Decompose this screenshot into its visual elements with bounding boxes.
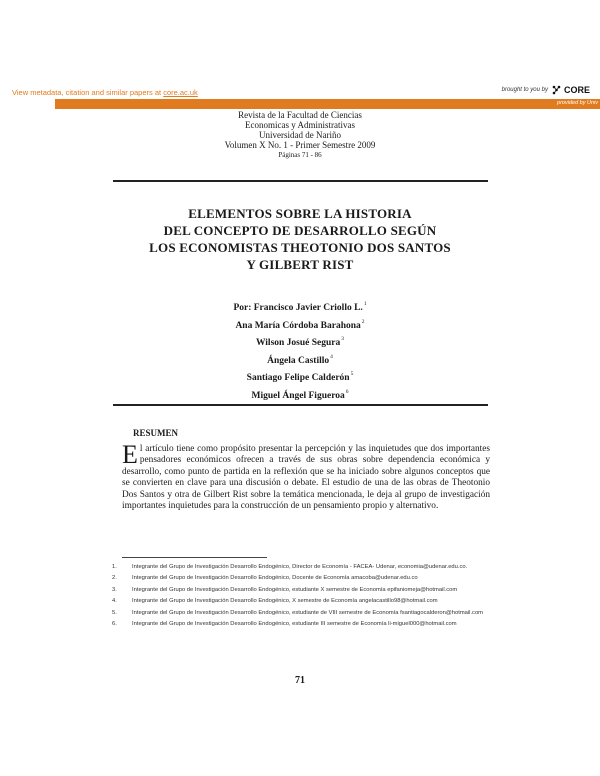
footnote <box>112 609 492 617</box>
title-line: Y GILBERT RIST <box>246 257 354 272</box>
author-list <box>100 298 500 404</box>
core-link-prefix: View metadata, citation and similar papers at <box>12 88 162 97</box>
author-name: Ángela Castillo <box>267 355 330 366</box>
footnote-number: 4. <box>112 598 117 605</box>
abstract-heading: RESUMEN <box>133 428 179 438</box>
author <box>100 298 500 316</box>
journal-line: Economicas y Administrativas <box>245 120 355 130</box>
footnote-text: Integrante del Grupo de Investigación Desarrollo Endogénico, X semestre de Economía angelacastillo98@hotmail.com <box>132 598 438 605</box>
author <box>100 316 500 334</box>
title-line: LOS ECONOMISTAS THEOTONIO DOS SANTOS <box>149 240 451 255</box>
footnote-text: Integrante del Grupo de Investigación Desarrollo Endogénico, Docente de Economía amacoba@udenar.edu.co <box>132 575 418 582</box>
journal-pages: Páginas 71 - 86 <box>278 151 322 159</box>
author-name: Por: Francisco Javier Criollo L. <box>233 303 363 313</box>
journal-header <box>0 110 600 160</box>
article-title <box>100 205 500 273</box>
author-name: Wilson Josué Segura <box>255 338 341 349</box>
brought-by-text: brought to you by <box>501 86 548 93</box>
footnote <box>112 574 492 582</box>
footnote-number: 6. <box>112 621 117 628</box>
footnote-text: Integrante del Grupo de Investigación Desarrollo Endogénico, estudiante III semestre de Economía li-miguel000@hotmail.com <box>132 621 457 628</box>
footnote <box>112 620 492 628</box>
author <box>100 333 500 351</box>
author-ref: 2 <box>361 318 365 325</box>
journal-line: Volumen X No. 1 - Primer Semestre 2009 <box>224 140 376 150</box>
footnote-text: Integrante del Grupo de Investigación Desarrollo Endogénico, estudiante de VIII semestre de Economía fsantiagocalderon@hotmail.com <box>132 609 484 616</box>
author <box>100 351 500 369</box>
footnote-number: 5. <box>112 609 117 616</box>
authors-bottom-rule <box>113 404 488 406</box>
abstract-body <box>122 440 490 512</box>
core-logo-icon <box>551 84 562 95</box>
title-line: DEL CONCEPTO DE DESARROLLO SEGÚN <box>163 223 437 238</box>
footnote-text: Integrante del Grupo de Investigación Desarrollo Endogénico, Director de Economía - FACEA- Udenar, economia@udenar.edu.co. <box>132 564 468 570</box>
author-ref: 5 <box>350 371 354 378</box>
footnotes <box>112 563 492 631</box>
footnote-number: 1. <box>112 564 117 570</box>
author-name: Miguel Ángel Figueroa <box>251 390 345 401</box>
core-link-site[interactable]: core.ac.uk <box>163 88 198 97</box>
author-name: Santiago Felipe Calderón <box>246 373 350 384</box>
footnote-rule <box>122 557 267 558</box>
drop-cap: E <box>122 440 138 469</box>
footnote-number: 2. <box>112 575 117 582</box>
journal-line: Revista de la Facultad de Ciencias <box>238 110 362 120</box>
footnote <box>112 597 492 605</box>
core-label: CORE <box>563 84 590 95</box>
author <box>100 386 500 404</box>
core-logo[interactable] <box>551 84 590 95</box>
title-line: ELEMENTOS SOBRE LA HISTORIA <box>188 206 412 221</box>
footnote <box>112 586 492 594</box>
provided-by[interactable]: provided by Univ <box>557 100 598 106</box>
core-orange-bar <box>55 99 600 109</box>
footnote <box>112 563 492 571</box>
title-top-rule <box>113 180 488 182</box>
abstract-text: l artículo tiene como propósito presentar la percepción y las inquietudes que dos importantes pensadores económicos ofrecen a través de sus obras sobre dependencia económica y desarrollo, como punto de partida en la reflexión que se ha iniciado sobre algunos conceptos que se convierten en clave para una discusión o debate. El estudio de una de las obras de Theotonio Dos Santos y otra de Gilbert Rist sobre la temática mencionada, le deja al grupo de investigación importantes inquietudes para la construcción de un pensamiento propio y alternativo. <box>122 444 490 512</box>
page-number: 71 <box>295 675 305 686</box>
author-name: Ana María Córdoba Barahona <box>235 320 361 331</box>
author-ref: 3 <box>341 336 345 343</box>
author <box>100 368 500 386</box>
journal-line: Universidad de Nariño <box>259 130 341 140</box>
core-brought-by[interactable] <box>502 84 590 95</box>
author-ref: 4 <box>330 353 333 360</box>
core-metadata-link[interactable] <box>12 88 198 97</box>
author-ref: 6 <box>345 388 349 395</box>
author-ref: 1 <box>363 301 367 307</box>
footnote-number: 3. <box>112 586 117 593</box>
footnote-text: Integrante del Grupo de Investigación Desarrollo Endogénico, estudiante X semestre de Economía epifaniomeja@hotmail.com <box>132 586 458 593</box>
